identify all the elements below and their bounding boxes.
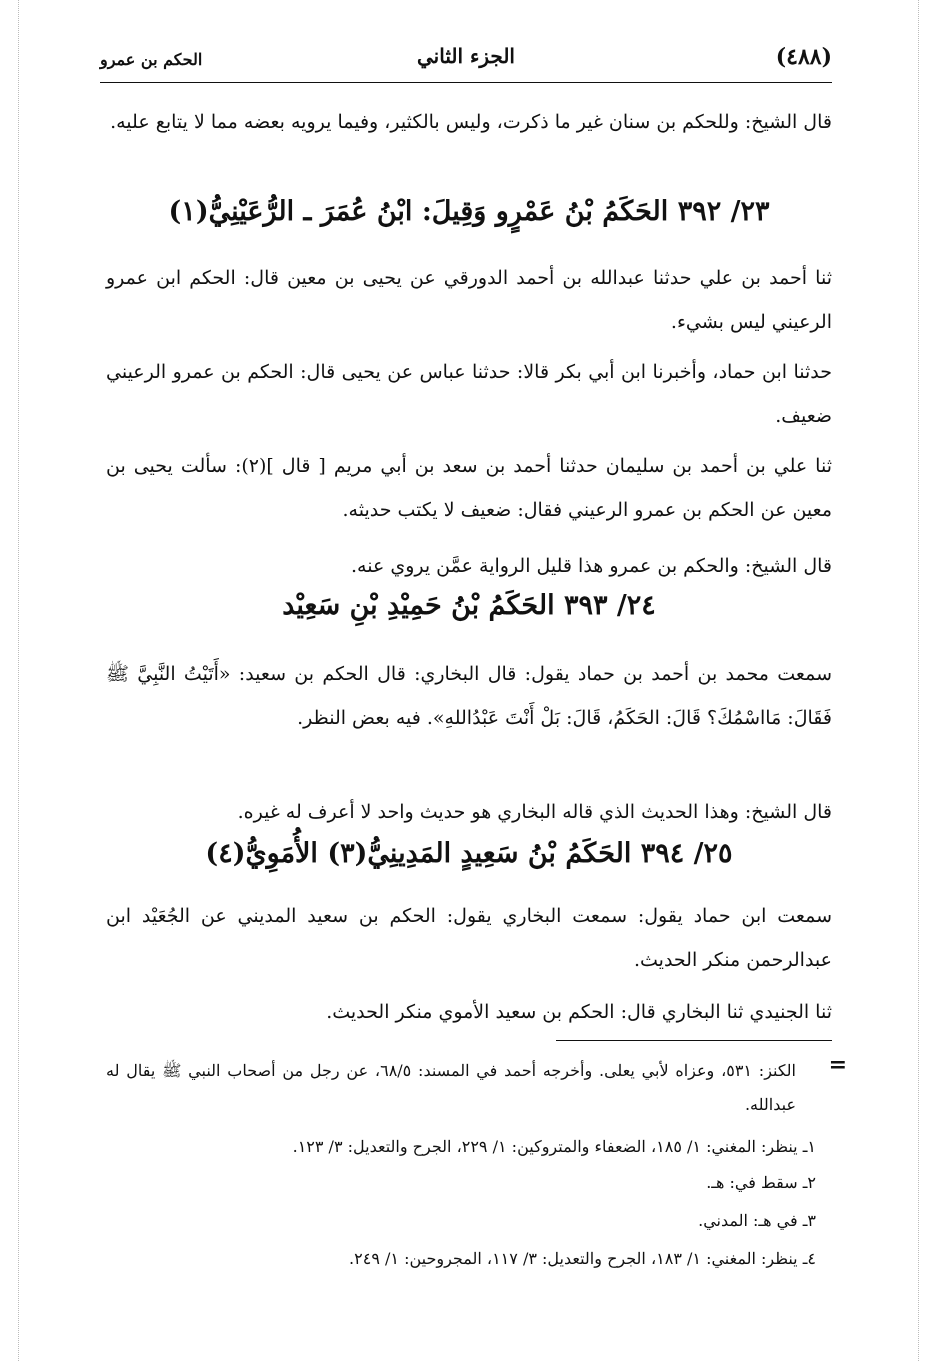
paragraph-narration-5: سمعت ابن حماد يقول: سمعت البخاري يقول: الحكم بن سعيد المديني عن الجُعَيْد ابن عبدالرحمن منكر الحديث. <box>106 905 832 971</box>
footnote-2: ٢ـ سقط في: هـ. <box>706 1173 816 1192</box>
header-rule <box>100 82 832 83</box>
paragraph-narration-3: ثنا علي بن أحمد بن سليمان حدثنا أحمد بن سعد بن أبي مريم [ قال ](٢): سألت يحيى بن معين عن الحكم بن عمرو الرعيني فقال: ضعيف لا يكتب حديثه. <box>106 455 832 521</box>
page-number: (٤٨٨) <box>775 44 832 70</box>
footnote-rule <box>556 1040 832 1041</box>
footnote-1: ١ـ ينظر: المغني: ١/ ١٨٥، الضعفاء والمتروكين: ١/ ٢٢٩، الجرح والتعديل: ٣/ ١٢٣. <box>292 1137 816 1156</box>
footnote-continued: الكنز: ٥٣١، وعزاه لأبي يعلى. وأخرجه أحمد في المسند: ٦٨/٥، عن رجل من أصحاب النبي ﷺ يقال له عبدالله. <box>106 1061 797 1114</box>
paragraph-sheikh-note-3: قال الشيخ: وهذا الحديث الذي قاله البخاري هو حديث واحد لا أعرف له غيره. <box>237 801 832 823</box>
scan-margin-right <box>918 0 919 1361</box>
running-title: الحكم بن عمرو <box>100 50 203 69</box>
paragraph-sheikh-note-1: قال الشيخ: وللحكم بن سنان غير ما ذكرت، وليس بالكثير، وفيما يرويه بعضه مما لا يتابع عليه. <box>110 111 832 133</box>
footnote-3: ٣ـ في هـ: المدني. <box>698 1211 816 1230</box>
footnote-continuation-mark: = <box>828 1052 847 1078</box>
paragraph-narration-1: ثنا أحمد بن علي حدثنا عبدالله بن أحمد الدورقي عن يحيى بن معين قال: الحكم ابن عمرو الرعيني ليس بشيء. <box>106 267 832 333</box>
entry-title-24: ٢٤/ ٣٩٣ الحَكَمُ بْنُ حَمِيْدِ بْنِ سَعِيْد <box>282 590 656 621</box>
paragraph-narration-6: ثنا الجنيدي ثنا البخاري قال: الحكم بن سعيد الأموي منكر الحديث. <box>326 1001 832 1023</box>
entry-title-25: ٢٥/ ٣٩٤ الحَكَمُ بْنُ سَعِيدٍ المَدِينِيُّ(٣) الأُمَوِيُّ(٤) <box>205 838 733 869</box>
paragraph-sheikh-note-2: قال الشيخ: والحكم بن عمرو هذا قليل الرواية عمَّن يروي عنه. <box>350 555 832 577</box>
paragraph-narration-2: حدثنا ابن حماد، وأخبرنا ابن أبي بكر قالا: حدثنا عباس عن يحيى قال: الحكم بن عمرو الرعيني ضعيف. <box>106 361 832 427</box>
paragraph-narration-4: سمعت محمد بن أحمد بن حماد يقول: قال البخاري: قال الحكم بن سعيد: «أَتَيْتُ النَّبِيَّ ﷺ فَقَالَ: مَااسْمُكَ؟ قَالَ: الحَكَمُ، قَالَ: بَلْ أَنْتَ عَبْدُاللهِ». فيه بعض النظر. <box>106 663 832 729</box>
page-header <box>100 40 832 80</box>
volume-label: الجزء الثاني <box>417 44 515 68</box>
footnote-4: ٤ـ ينظر: المغني: ١/ ١٨٣، الجرح والتعديل: ٣/ ١١٧، المجروحين: ١/ ٢٤٩. <box>349 1249 816 1268</box>
entry-title-23: ٢٣/ ٣٩٢ الحَكَمُ بْنُ عَمْرٍو وَقِيلَ: ابْنُ عُمَرَ ـ الرُّعَيْنِيُّ(١) <box>168 196 770 227</box>
scan-margin-left <box>18 0 19 1361</box>
